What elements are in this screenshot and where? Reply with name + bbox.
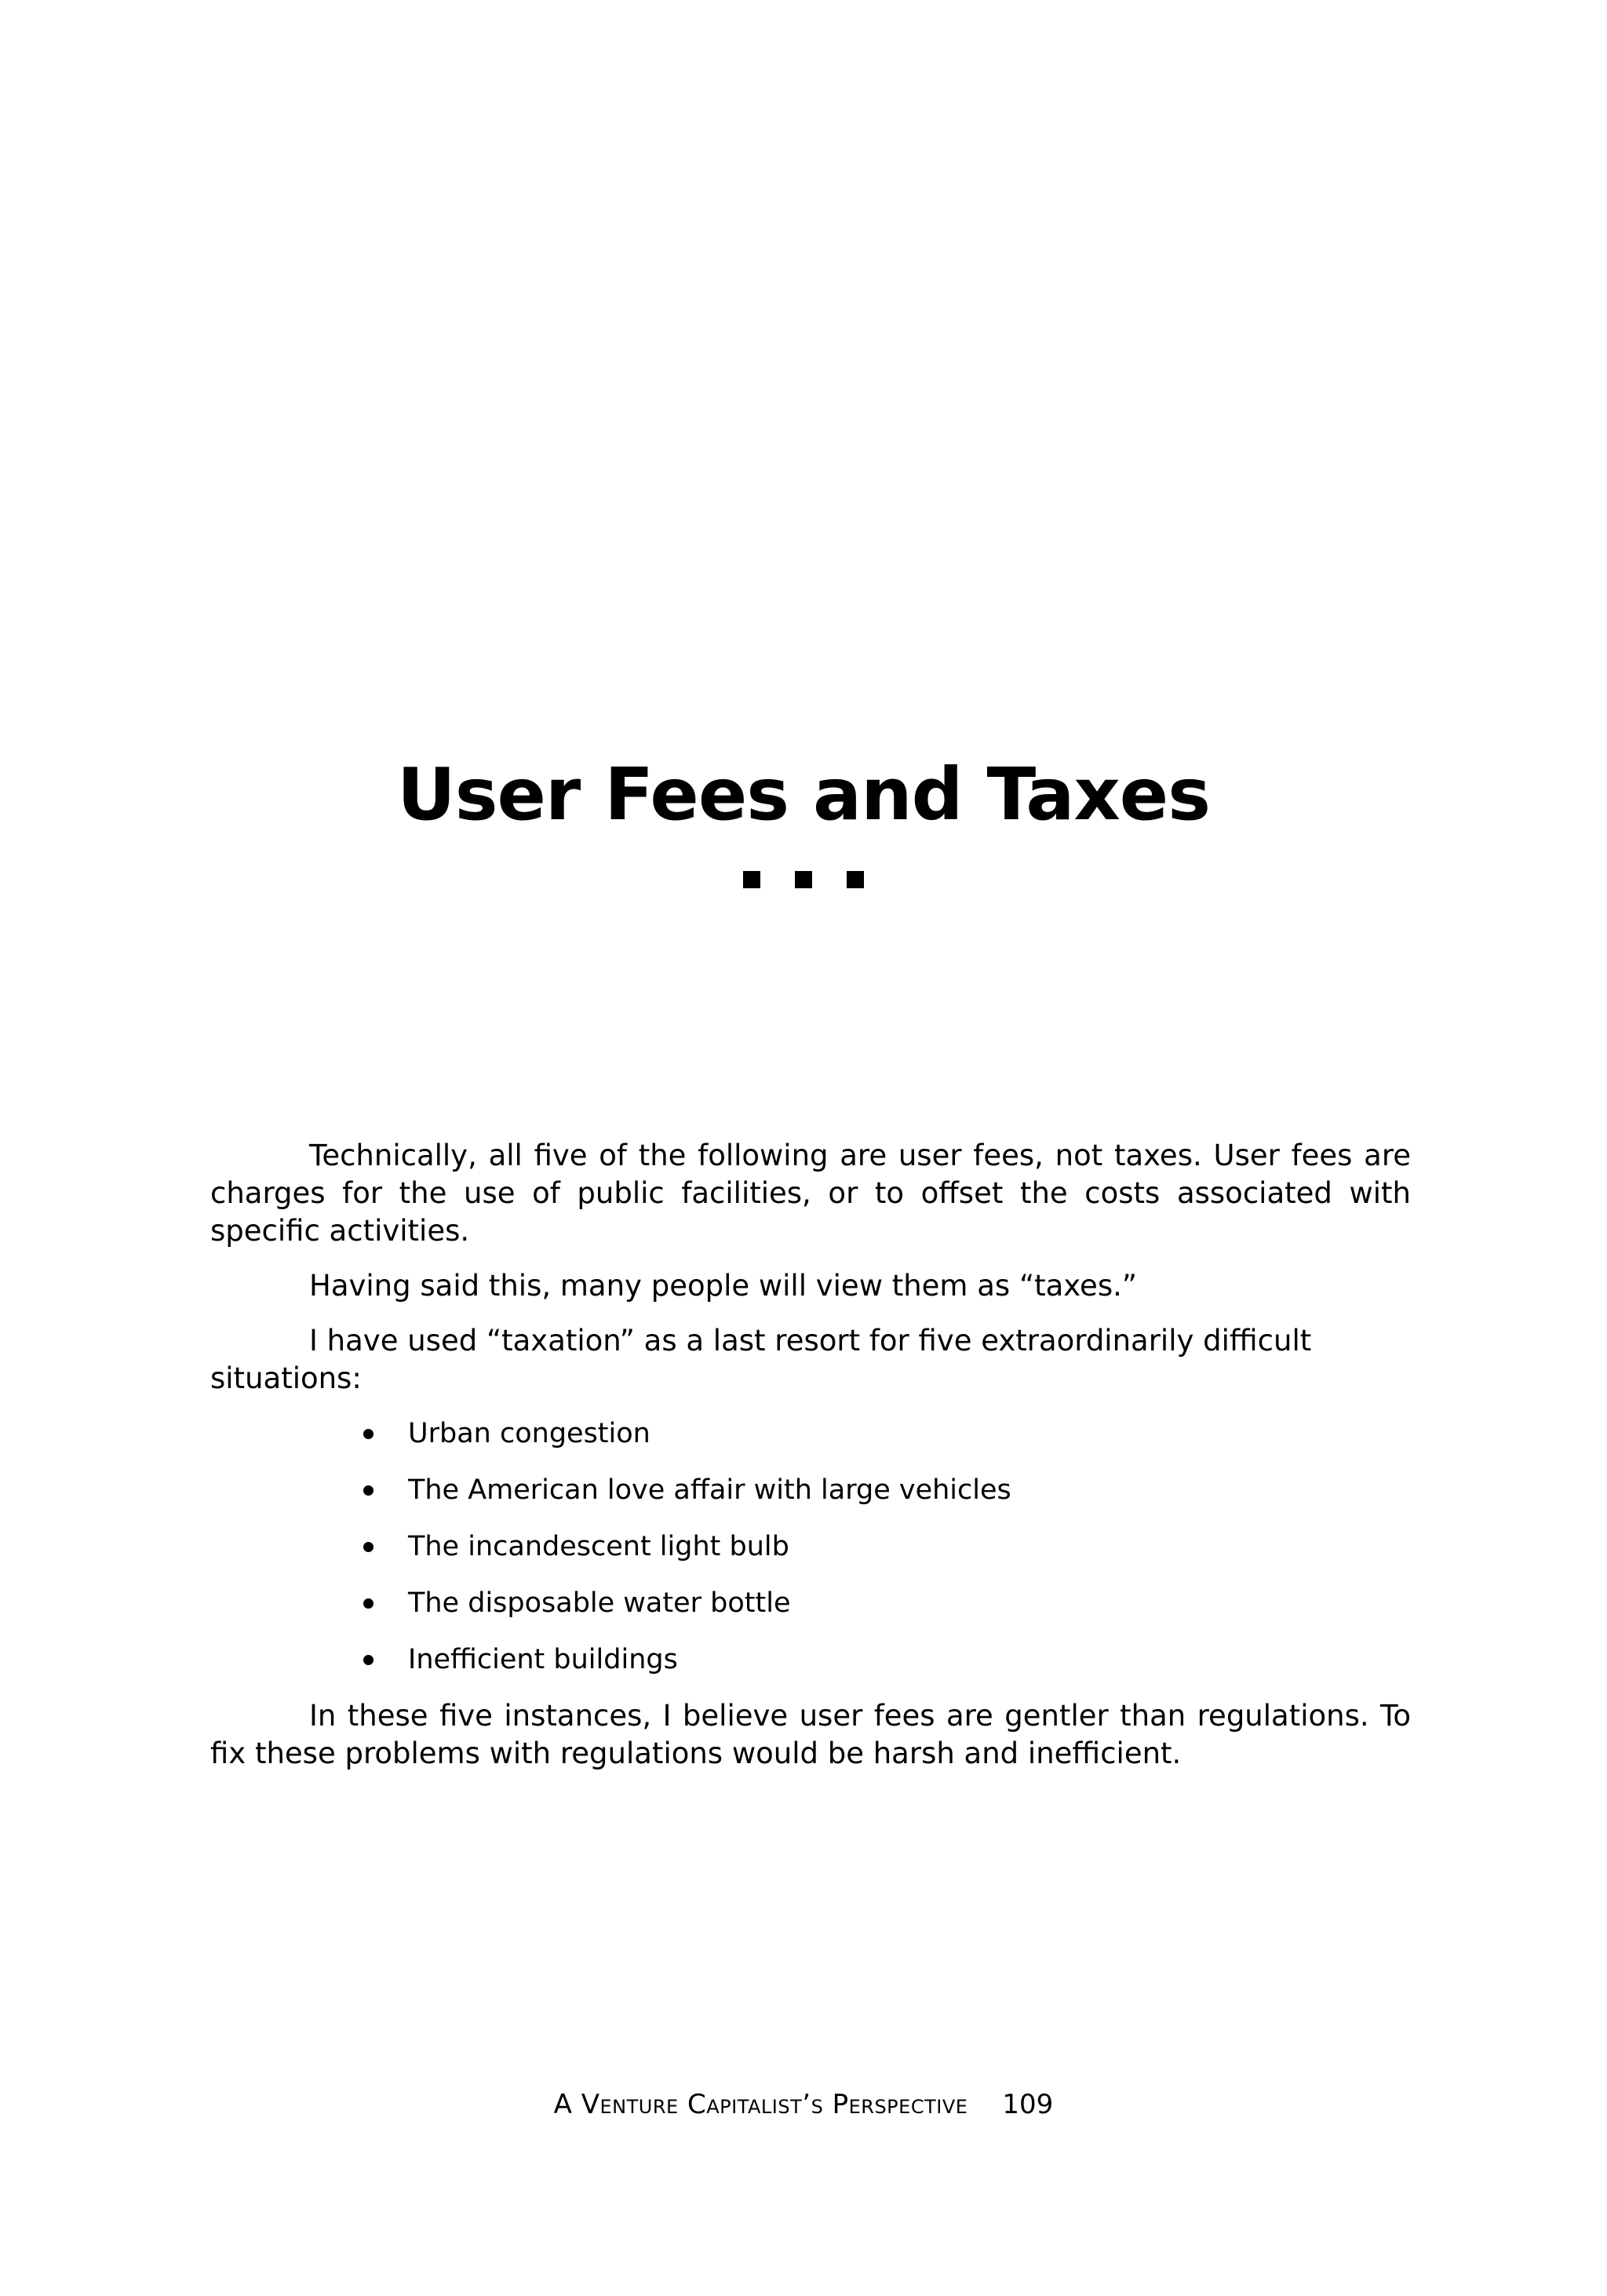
chapter-title: User Fees and Taxes — [397, 753, 1210, 836]
situations-list — [210, 1415, 1411, 1678]
paragraph-last-resort: I have used “taxation” as a last resort for five extraordinarily difficult situations: — [210, 1324, 1312, 1395]
bullet-icon — [363, 1542, 374, 1552]
list-item — [210, 1584, 1411, 1622]
body-text — [210, 1137, 1411, 1790]
list-item — [210, 1471, 1411, 1509]
paragraph-taxes-view: Having said this, many people will view them as “taxes.” — [309, 1269, 1138, 1303]
list-item-text: The incandescent light bulb — [408, 1531, 789, 1562]
bullet-icon — [363, 1429, 374, 1439]
list-item-text: Inefficient buildings — [408, 1644, 678, 1675]
page-number: 109 — [1002, 2089, 1054, 2120]
list-item-text: The American love affair with large vehicles — [408, 1474, 1011, 1506]
bullet-icon — [363, 1485, 374, 1496]
list-item-text: Urban congestion — [408, 1418, 650, 1449]
list-item — [210, 1415, 1411, 1452]
list-item — [210, 1641, 1411, 1678]
paragraph-closing: In these five instances, I believe user fees are gentler than regulations. To fix these problems with regulations would be harsh and inefficient. — [210, 1699, 1411, 1770]
bullet-icon — [363, 1655, 374, 1665]
page-footer — [0, 2087, 1607, 2122]
ornament-square-icon — [795, 871, 812, 888]
paragraph-intro: Technically, all five of the following are user fees, not taxes. User fees are charges for the use of public facilities, or to offset the costs associated with specific activities. — [210, 1139, 1411, 1248]
running-head: A Venture Capitalist’s Perspective — [553, 2089, 968, 2120]
list-item-text: The disposable water bottle — [408, 1587, 791, 1619]
bullet-icon — [363, 1598, 374, 1609]
section-ornament — [0, 871, 1607, 895]
list-item — [210, 1528, 1411, 1565]
ornament-square-icon — [847, 871, 864, 888]
ornament-square-icon — [743, 871, 760, 888]
